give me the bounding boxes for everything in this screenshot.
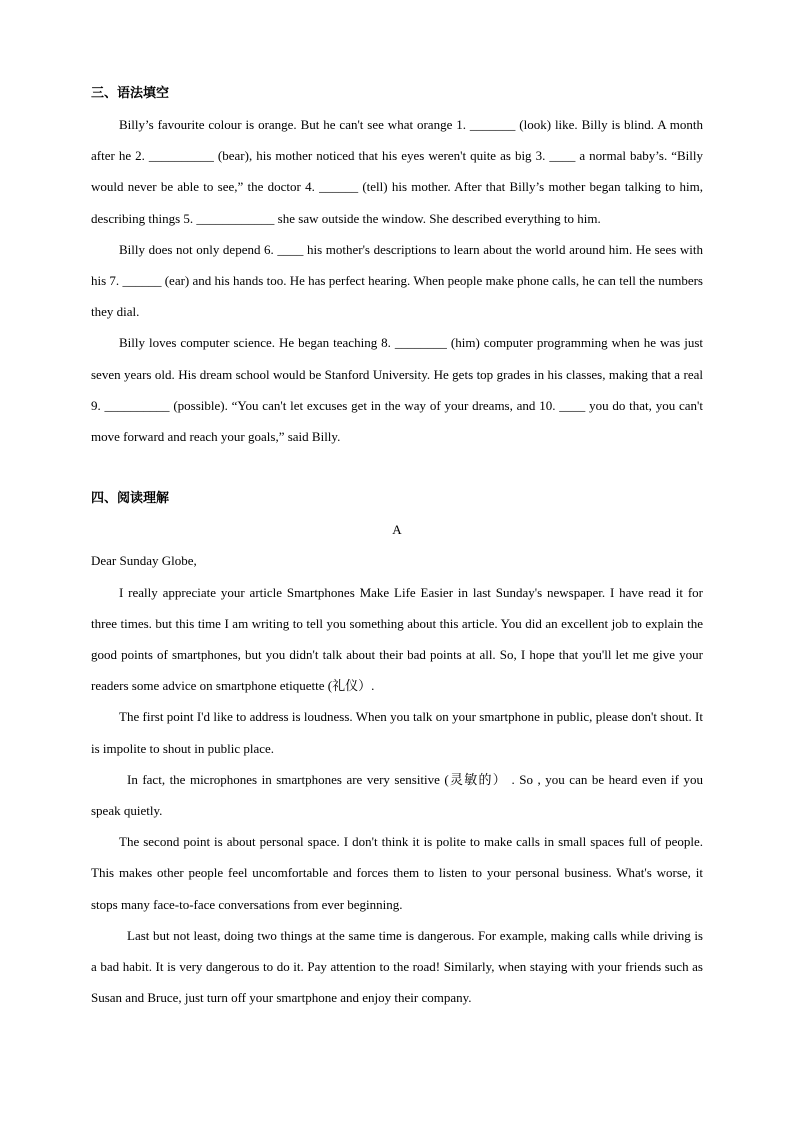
grammar-paragraph-3: Billy loves computer science. He began teaching 8. ________ (him) computer programming when he was just seven years old. His dream school would be Stanford University. He gets top grades in his classes, making that a real 9. __________ (possible). “You can't let excuses get in the way of your dreams, and 10. ____ you do that, you can't move forward and reach your goals,” said Billy.	[91, 335, 703, 445]
letter-paragraph-5: Last but not least, doing two things at the same time is dangerous. For example, making calls while driving is a bad habit. It is very dangerous to do it. Pay attention to the road! Similarly, when staying with your friends such as Susan and Bruce, just turn off your smartphone and enjoy their company.	[91, 927, 703, 1006]
document-page	[91, 78, 703, 1013]
grammar-paragraph-2: Billy does not only depend 6. ____ his mother's descriptions to learn about the world around him. He sees with his 7. ______ (ear) and his hands too. He has perfect hearing. When people make phone calls, he can tell the numbers they dial.	[91, 241, 703, 320]
passage-label: A	[392, 522, 402, 538]
letter-paragraph-1: I really appreciate your article Smartphones Make Life Easier in last Sunday's newspaper. I have read it for three times. but this time I am writing to tell you something about this article. You did an excellent job to explain the good points of smartphones, but you didn't talk about their bad points at all. So, I hope that you'll let me give your readers some advice on smartphone etiquette (礼仪）.	[91, 584, 703, 694]
section-heading-grammar: 三、语法填空	[91, 86, 170, 101]
letter-paragraph-4: The second point is about personal space. I don't think it is polite to make calls in small spaces full of people. This makes other people feel uncomfortable and forces them to listen to your personal business. What's worse, it stops many face-to-face conversations from ever beginning.	[91, 834, 703, 912]
letter-paragraph-2: The first point I'd like to address is loudness. When you talk on your smartphone in public, please don't shout. It is impolite to shout in public place.	[91, 709, 703, 756]
letter-salutation: Dear Sunday Globe,	[91, 553, 197, 569]
grammar-paragraph-1: Billy’s favourite colour is orange. But he can't see what orange 1. _______ (look) like. Billy is blind. A month after he 2. __________ (bear), his mother noticed that his eyes weren't quite as big 3. ____ a normal baby’s. “Billy would never be able to see,” the doctor 4. ______ (tell) his mother. After that Billy’s mother began talking to him, describing things 5. ____________ she saw outside the window. She described everything to him.	[91, 117, 703, 226]
letter-paragraph-3: In fact, the microphones in smartphones are very sensitive (灵敏的） . So , you can be heard even if you speak quietly.	[91, 771, 703, 819]
section-heading-reading: 四、阅读理解	[91, 491, 170, 507]
